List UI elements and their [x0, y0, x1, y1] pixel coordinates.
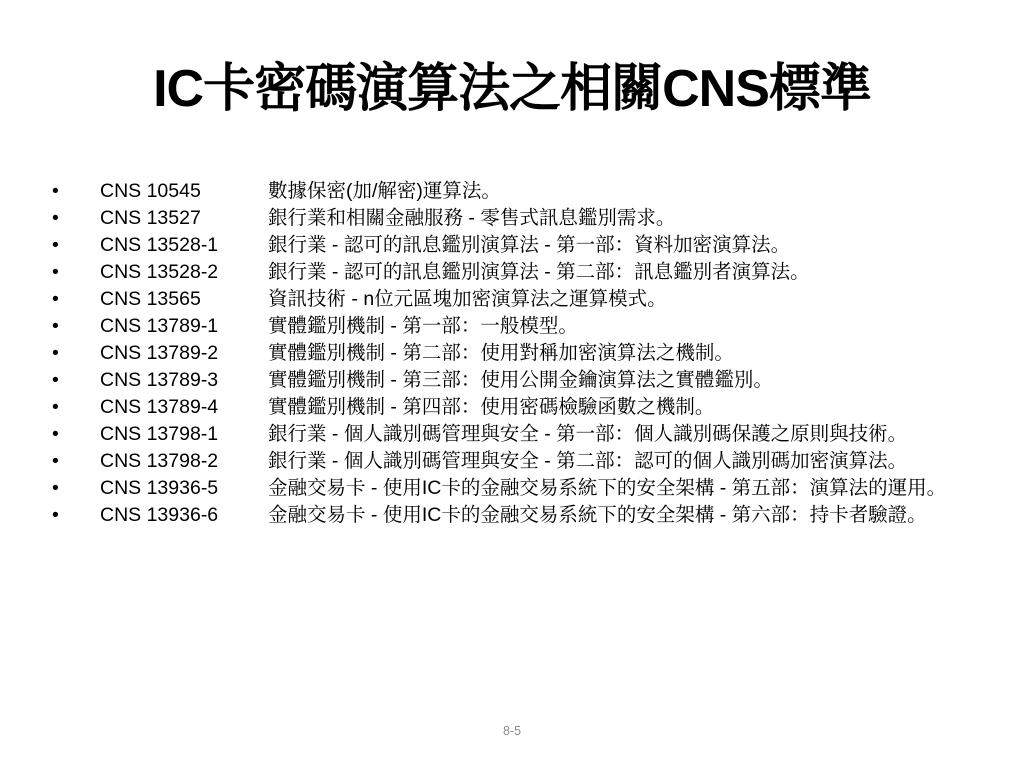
standard-code: CNS 13789-1 — [100, 315, 219, 337]
bullet-icon: • — [52, 423, 59, 445]
standard-description: 銀行業 - 認可的訊息鑑別演算法 - 第二部：訊息鑑別者演算法。 — [268, 261, 810, 283]
bullet-icon: • — [52, 396, 59, 418]
standards-list — [52, 180, 972, 531]
standard-description: 金融交易卡 - 使用IC卡的金融交易系統下的安全架構 - 第六部：持卡者驗證。 — [268, 504, 927, 526]
bullet-icon: • — [52, 342, 59, 364]
list-item — [52, 288, 972, 310]
standard-description: 資訊技術 - n位元區塊加密演算法之運算模式。 — [268, 288, 667, 310]
standard-code: CNS 13798-2 — [100, 450, 219, 472]
standard-code: CNS 13565 — [100, 288, 201, 310]
standard-description: 銀行業 - 個人識別碼管理與安全 - 第一部：個人識別碼保護之原則與技術。 — [268, 423, 908, 445]
bullet-icon: • — [52, 261, 59, 283]
bullet-icon: • — [52, 288, 59, 310]
standard-description: 實體鑑別機制 - 第一部：一般模型。 — [268, 315, 578, 337]
standard-description: 銀行業和相關金融服務 - 零售式訊息鑑別需求。 — [268, 207, 676, 229]
list-item — [52, 180, 972, 202]
standard-description: 數據保密(加/解密)運算法。 — [268, 180, 501, 202]
bullet-icon: • — [52, 207, 59, 229]
standard-code: CNS 13936-6 — [100, 504, 219, 526]
bullet-icon: • — [52, 450, 59, 472]
list-item — [52, 477, 972, 499]
standard-description: 金融交易卡 - 使用IC卡的金融交易系統下的安全架構 - 第五部：演算法的運用。 — [268, 477, 947, 499]
bullet-icon: • — [52, 180, 59, 202]
standard-code: CNS 13798-1 — [100, 423, 219, 445]
standard-description: 銀行業 - 個人識別碼管理與安全 - 第二部：認可的個人識別碼加密演算法。 — [268, 450, 908, 472]
list-item — [52, 207, 972, 229]
standard-description: 實體鑑別機制 - 第二部：使用對稱加密演算法之機制。 — [268, 342, 734, 364]
slide-title: IC卡密碼演算法之相關CNS標準 — [153, 60, 871, 118]
list-item — [52, 423, 972, 445]
standard-code: CNS 13789-2 — [100, 342, 219, 364]
list-item — [52, 396, 972, 418]
standard-code: CNS 13527 — [100, 207, 201, 229]
standard-code: CNS 13789-3 — [100, 369, 219, 391]
list-item — [52, 261, 972, 283]
list-item — [52, 504, 972, 526]
page-number: 8-5 — [502, 724, 522, 738]
standard-description: 實體鑑別機制 - 第四部：使用密碼檢驗函數之機制。 — [268, 396, 715, 418]
bullet-icon: • — [52, 477, 59, 499]
list-item — [52, 315, 972, 337]
list-item — [52, 369, 972, 391]
bullet-icon: • — [52, 369, 59, 391]
bullet-icon: • — [52, 504, 59, 526]
list-item — [52, 234, 972, 256]
standard-description: 銀行業 - 認可的訊息鑑別演算法 - 第一部：資料加密演算法。 — [268, 234, 791, 256]
standard-code: CNS 13528-2 — [100, 261, 219, 283]
list-item — [52, 450, 972, 472]
bullet-icon: • — [52, 234, 59, 256]
standard-description: 實體鑑別機制 - 第三部：使用公開金鑰演算法之實體鑑別。 — [268, 369, 773, 391]
standard-code: CNS 13789-4 — [100, 396, 219, 418]
standard-code: CNS 13936-5 — [100, 477, 219, 499]
standard-code: CNS 13528-1 — [100, 234, 219, 256]
bullet-icon: • — [52, 315, 59, 337]
list-item — [52, 342, 972, 364]
standard-code: CNS 10545 — [100, 180, 201, 202]
